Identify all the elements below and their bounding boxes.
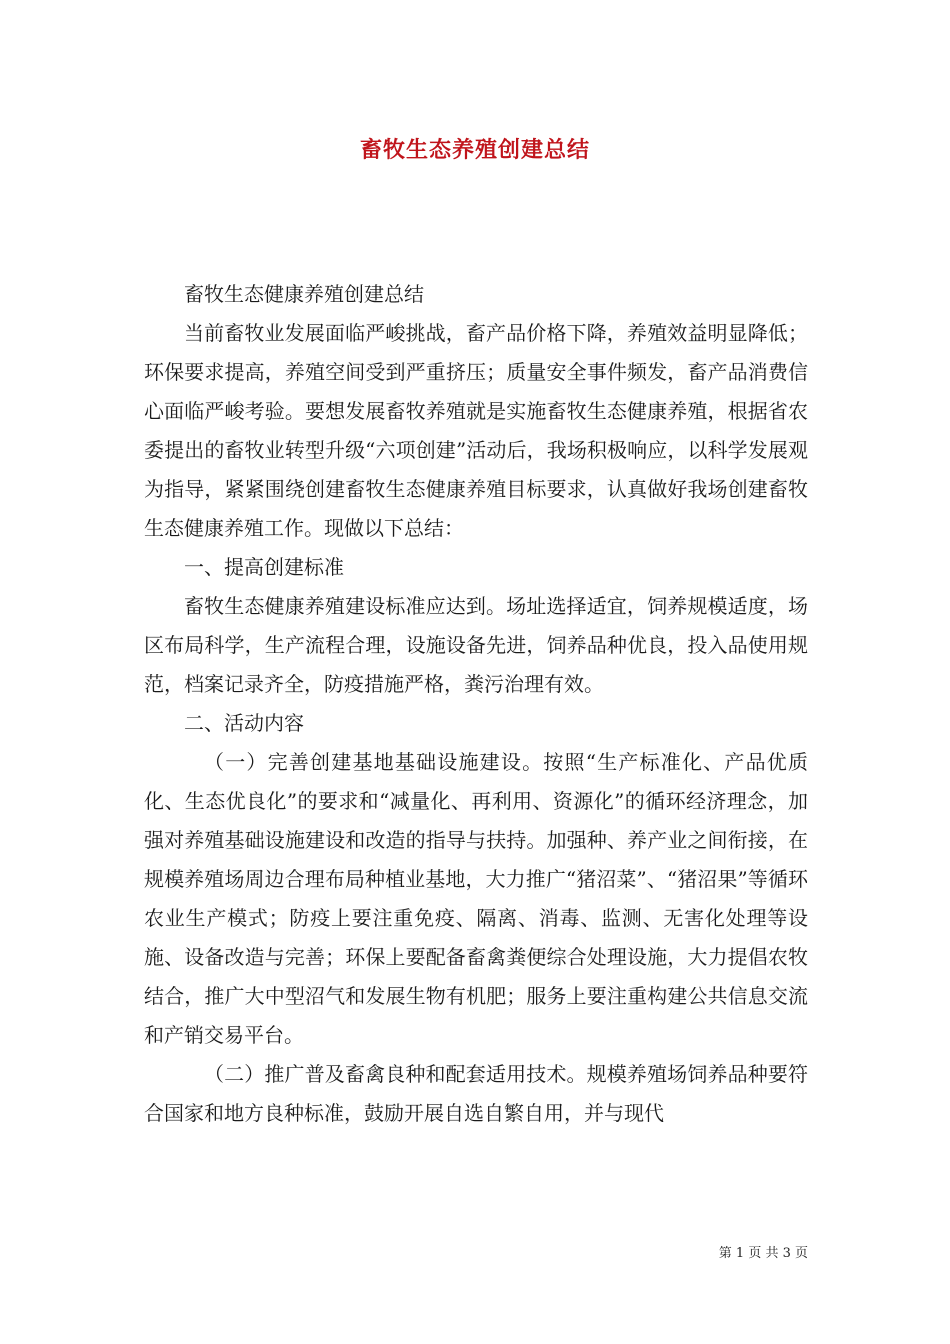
paragraph-subtitle: 畜牧生态健康养殖创建总结 <box>184 282 424 306</box>
paragraph-intro: 当前畜牧业发展面临严峻挑战，畜产品价格下降，养殖效益明显降低；环保要求提高，养殖空间受到严重挤压；质量安全事件频发，畜产品消费信心面临严峻考验。要想发展畜牧养殖就是实施畜牧生态健康养殖，根据省农委提出的畜牧业转型升级“六项创建”活动后，我场积极响应，以科学发展观为指导，紧紧围绕创建畜牧生态健康养殖目标要求，认真做好我场创建畜牧生态健康养殖工作。现做以下总结： <box>144 321 808 540</box>
paragraph-item-2: （二）推广普及畜禽良种和配套适用技术。规模养殖场饲养品种要符合国家和地方良种标准，鼓励开展自选自繁自用，并与现代 <box>144 1062 808 1125</box>
section-heading-1: 一、提高创建标准 <box>184 555 344 579</box>
paragraph-standards: 畜牧生态健康养殖建设标准应达到。场址选择适宜，饲养规模适度，场区布局科学，生产流程合理，设施设备先进，饲养品种优良，投入品使用规范，档案记录齐全，防疫措施严格，粪污治理有效。 <box>144 594 808 696</box>
page-number: 第 1 页 共 3 页 <box>718 1246 808 1261</box>
document-body <box>144 275 808 1133</box>
document-title: 畜牧生态养殖创建总结 <box>359 137 590 163</box>
section-heading-2: 二、活动内容 <box>184 711 304 735</box>
paragraph-item-1: （一）完善创建基地基础设施建设。按照“生产标准化、产品优质化、生态优良化”的要求和“减量化、再利用、资源化”的循环经济理念，加强对养殖基础设施建设和改造的指导与扶持。加强种、养产业之间衔接，在规模养殖场周边合理布局种植业基地，大力推广“猪沼菜”、“猪沼果”等循环农业生产模式；防疫上要注重免疫、隔离、消毒、监测、无害化处理等设施、设备改造与完善；环保上要配备畜禽粪便综合处理设施，大力提倡农牧结合，推广大中型沼气和发展生物有机肥；服务上要注重构建公共信息交流和产销交易平台。 <box>144 750 808 1047</box>
